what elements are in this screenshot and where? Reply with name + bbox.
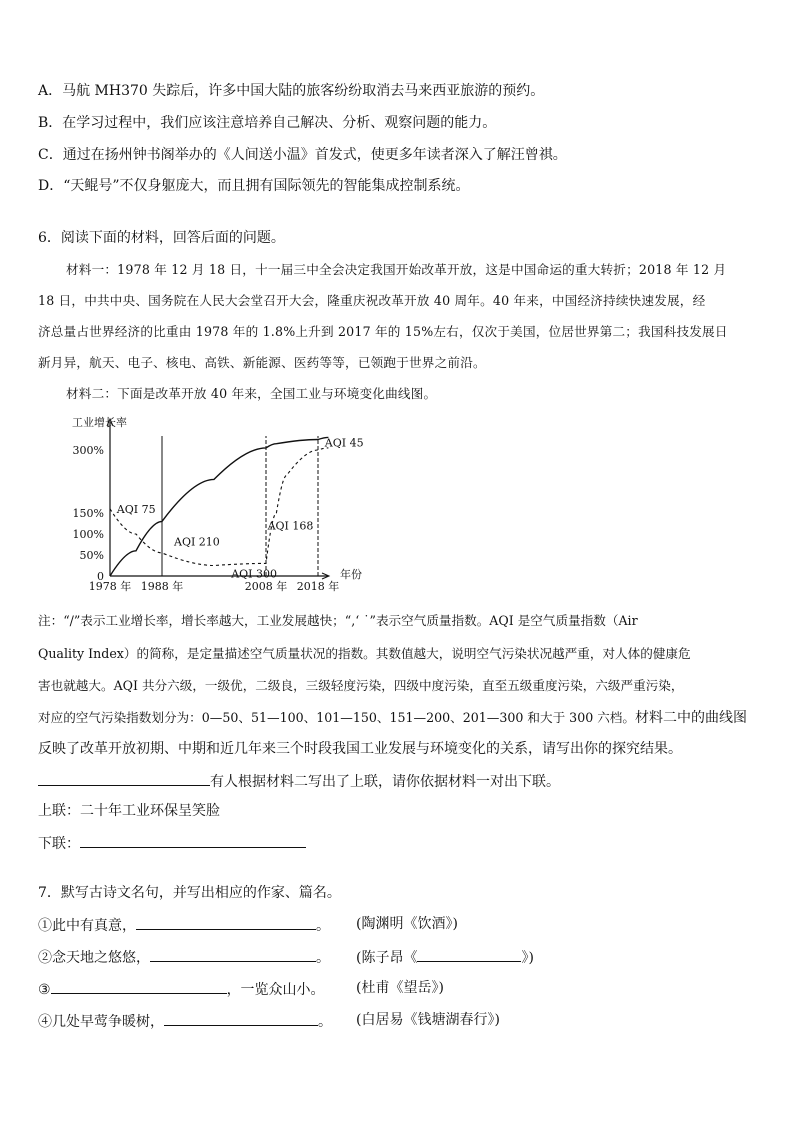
aqi-annotation: AQI 45 bbox=[324, 436, 364, 450]
option-d: D．“天鲲号”不仅身躯庞大，而且拥有国际领先的智能集成控制系统。 bbox=[38, 178, 470, 194]
question-6-prompt: 反映了改革开放初期、中期和近几年来三个时段我国工业发展与环境变化的关系，请写出你的探究结果。 bbox=[38, 741, 682, 757]
x-tick-label: 2018 年 bbox=[296, 580, 340, 593]
poem-1-suffix: 。 bbox=[316, 918, 330, 934]
lower-couplet-row bbox=[38, 833, 306, 853]
answer-blank-lower-couplet[interactable] bbox=[80, 833, 306, 848]
y-axis-label: 工业增长率 bbox=[72, 416, 127, 429]
poem-row-3 bbox=[38, 979, 325, 999]
lower-couplet-label: 下联： bbox=[38, 836, 80, 852]
material-1-line-3: 济总量占世界经济的比重由 1978 年的 1.8%上升到 2017 年的 15%左右，仅次于美国，位居世界第二；我国科技发展日 bbox=[38, 324, 728, 339]
poem-4-suffix: 。 bbox=[318, 1014, 332, 1030]
poem-row-4 bbox=[38, 1011, 332, 1031]
material-1-line-1: 材料一：1978 年 12 月 18 日，十一届三中全会决定我国开始改革开放，这是中国命运的重大转折；2018 年 12 月 bbox=[66, 262, 727, 277]
answer-blank-explore[interactable] bbox=[38, 771, 210, 786]
answer-blank-poem-2[interactable] bbox=[150, 947, 316, 962]
note-line-3: 害也就越大。AQI 共分六级，一级优，二级良，三级轻度污染，四级中度污染，直至五级重度污染，六级严重污染， bbox=[38, 678, 684, 693]
y-tick-label: 150% bbox=[72, 507, 104, 520]
material-2-intro: 材料二：下面是改革开放 40 年来，全国工业与环境变化曲线图。 bbox=[66, 386, 437, 401]
poem-1-prefix: ①此中有真意， bbox=[38, 918, 136, 934]
aqi-annotation: AQI 168 bbox=[267, 519, 314, 533]
note-line-4-text: 对应的空气污染指数划分为：0—50、51—100、101—150、151—200、201—300 和大于 300 六档。 bbox=[38, 710, 635, 725]
x-axis-label: 年份 bbox=[340, 568, 362, 581]
poem-2-source-prefix: (陈子昂《 bbox=[356, 950, 418, 966]
aqi-annotation: AQI 300 bbox=[231, 567, 278, 581]
answer-blank-poem-1[interactable] bbox=[136, 915, 316, 930]
poem-2-prefix: ②念天地之悠悠， bbox=[38, 950, 150, 966]
option-b: B．在学习过程中，我们应该注意培养自己解决、分析、观察问题的能力。 bbox=[38, 115, 497, 131]
question-7-title: 7．默写古诗文名句，并写出相应的作家、篇名。 bbox=[38, 885, 341, 901]
poem-2-source bbox=[356, 947, 534, 967]
y-tick-label: 0 bbox=[97, 570, 104, 583]
industry-environment-chart bbox=[60, 408, 380, 594]
poem-1-source: (陶渊明《饮酒》) bbox=[356, 916, 458, 932]
answer-blank-poem-3[interactable] bbox=[51, 979, 227, 994]
note-tail: 材料二中的曲线图 bbox=[635, 710, 747, 726]
material-1-line-4: 新月异，航天、电子、核电、高铁、新能源、医药等等，已领跑于世界之前沿。 bbox=[38, 355, 486, 370]
option-a: A．马航 MH370 失踪后，许多中国大陆的旅客纷纷取消去马来西亚旅游的预约。 bbox=[38, 83, 545, 99]
y-tick-label: 50% bbox=[79, 549, 104, 562]
y-tick-label: 300% bbox=[72, 444, 104, 457]
note-line-1: 注：“/”表示工业增长率，增长率越大，工业发展越快；“,‘ ˙”表示空气质量指数。AQI 是空气质量指数（Air bbox=[38, 613, 638, 628]
option-c: C．通过在扬州钟书阁举办的《人间送小温》首发式，使更多年读者深入了解汪曾祺。 bbox=[38, 147, 567, 163]
x-tick-label: 2008 年 bbox=[244, 580, 288, 593]
poem-3-suffix: ，一览众山小。 bbox=[226, 982, 325, 998]
poem-3-prefix: ③ bbox=[38, 982, 51, 998]
x-tick-label: 1978 年 bbox=[88, 580, 132, 593]
poem-2-source-suffix: 》) bbox=[521, 950, 534, 966]
aqi-annotation: AQI 210 bbox=[174, 535, 220, 549]
aqi-annotation: AQI 75 bbox=[116, 502, 156, 516]
poem-row-1 bbox=[38, 915, 330, 935]
question-6-title: 6．阅读下面的材料，回答后面的问题。 bbox=[38, 230, 285, 246]
poem-row-2 bbox=[38, 947, 330, 967]
poem-4-source: (白居易《钱塘湖春行》) bbox=[356, 1012, 500, 1028]
couplet-intro: 有人根据材料二写出了上联，请你依据材料一对出下联。 bbox=[210, 774, 560, 790]
x-tick-label: 1988 年 bbox=[140, 580, 184, 593]
material-1-line-2: 18 日，中共中央、国务院在人民大会堂召开大会，隆重庆祝改革开放 40 周年。40 年来，中国经济持续快速发展，经 bbox=[38, 293, 706, 308]
note-line-2: Quality Index）的简称，是定量描述空气质量状况的指数。其数值越大，说明空气污染状况越严重，对人体的健康危 bbox=[38, 646, 691, 661]
answer-blank-poem-4[interactable] bbox=[164, 1011, 318, 1026]
couplet-row bbox=[38, 771, 560, 791]
note-line-4 bbox=[38, 709, 747, 727]
answer-blank-poem-2-title[interactable] bbox=[417, 947, 521, 962]
poem-3-source: (杜甫《望岳》) bbox=[356, 980, 444, 996]
upper-couplet: 上联：二十年工业环保呈笑脸 bbox=[38, 803, 220, 819]
y-tick-label: 100% bbox=[72, 528, 104, 541]
poem-2-suffix: 。 bbox=[316, 950, 330, 966]
poem-4-prefix: ④几处早莺争暖树， bbox=[38, 1014, 164, 1030]
